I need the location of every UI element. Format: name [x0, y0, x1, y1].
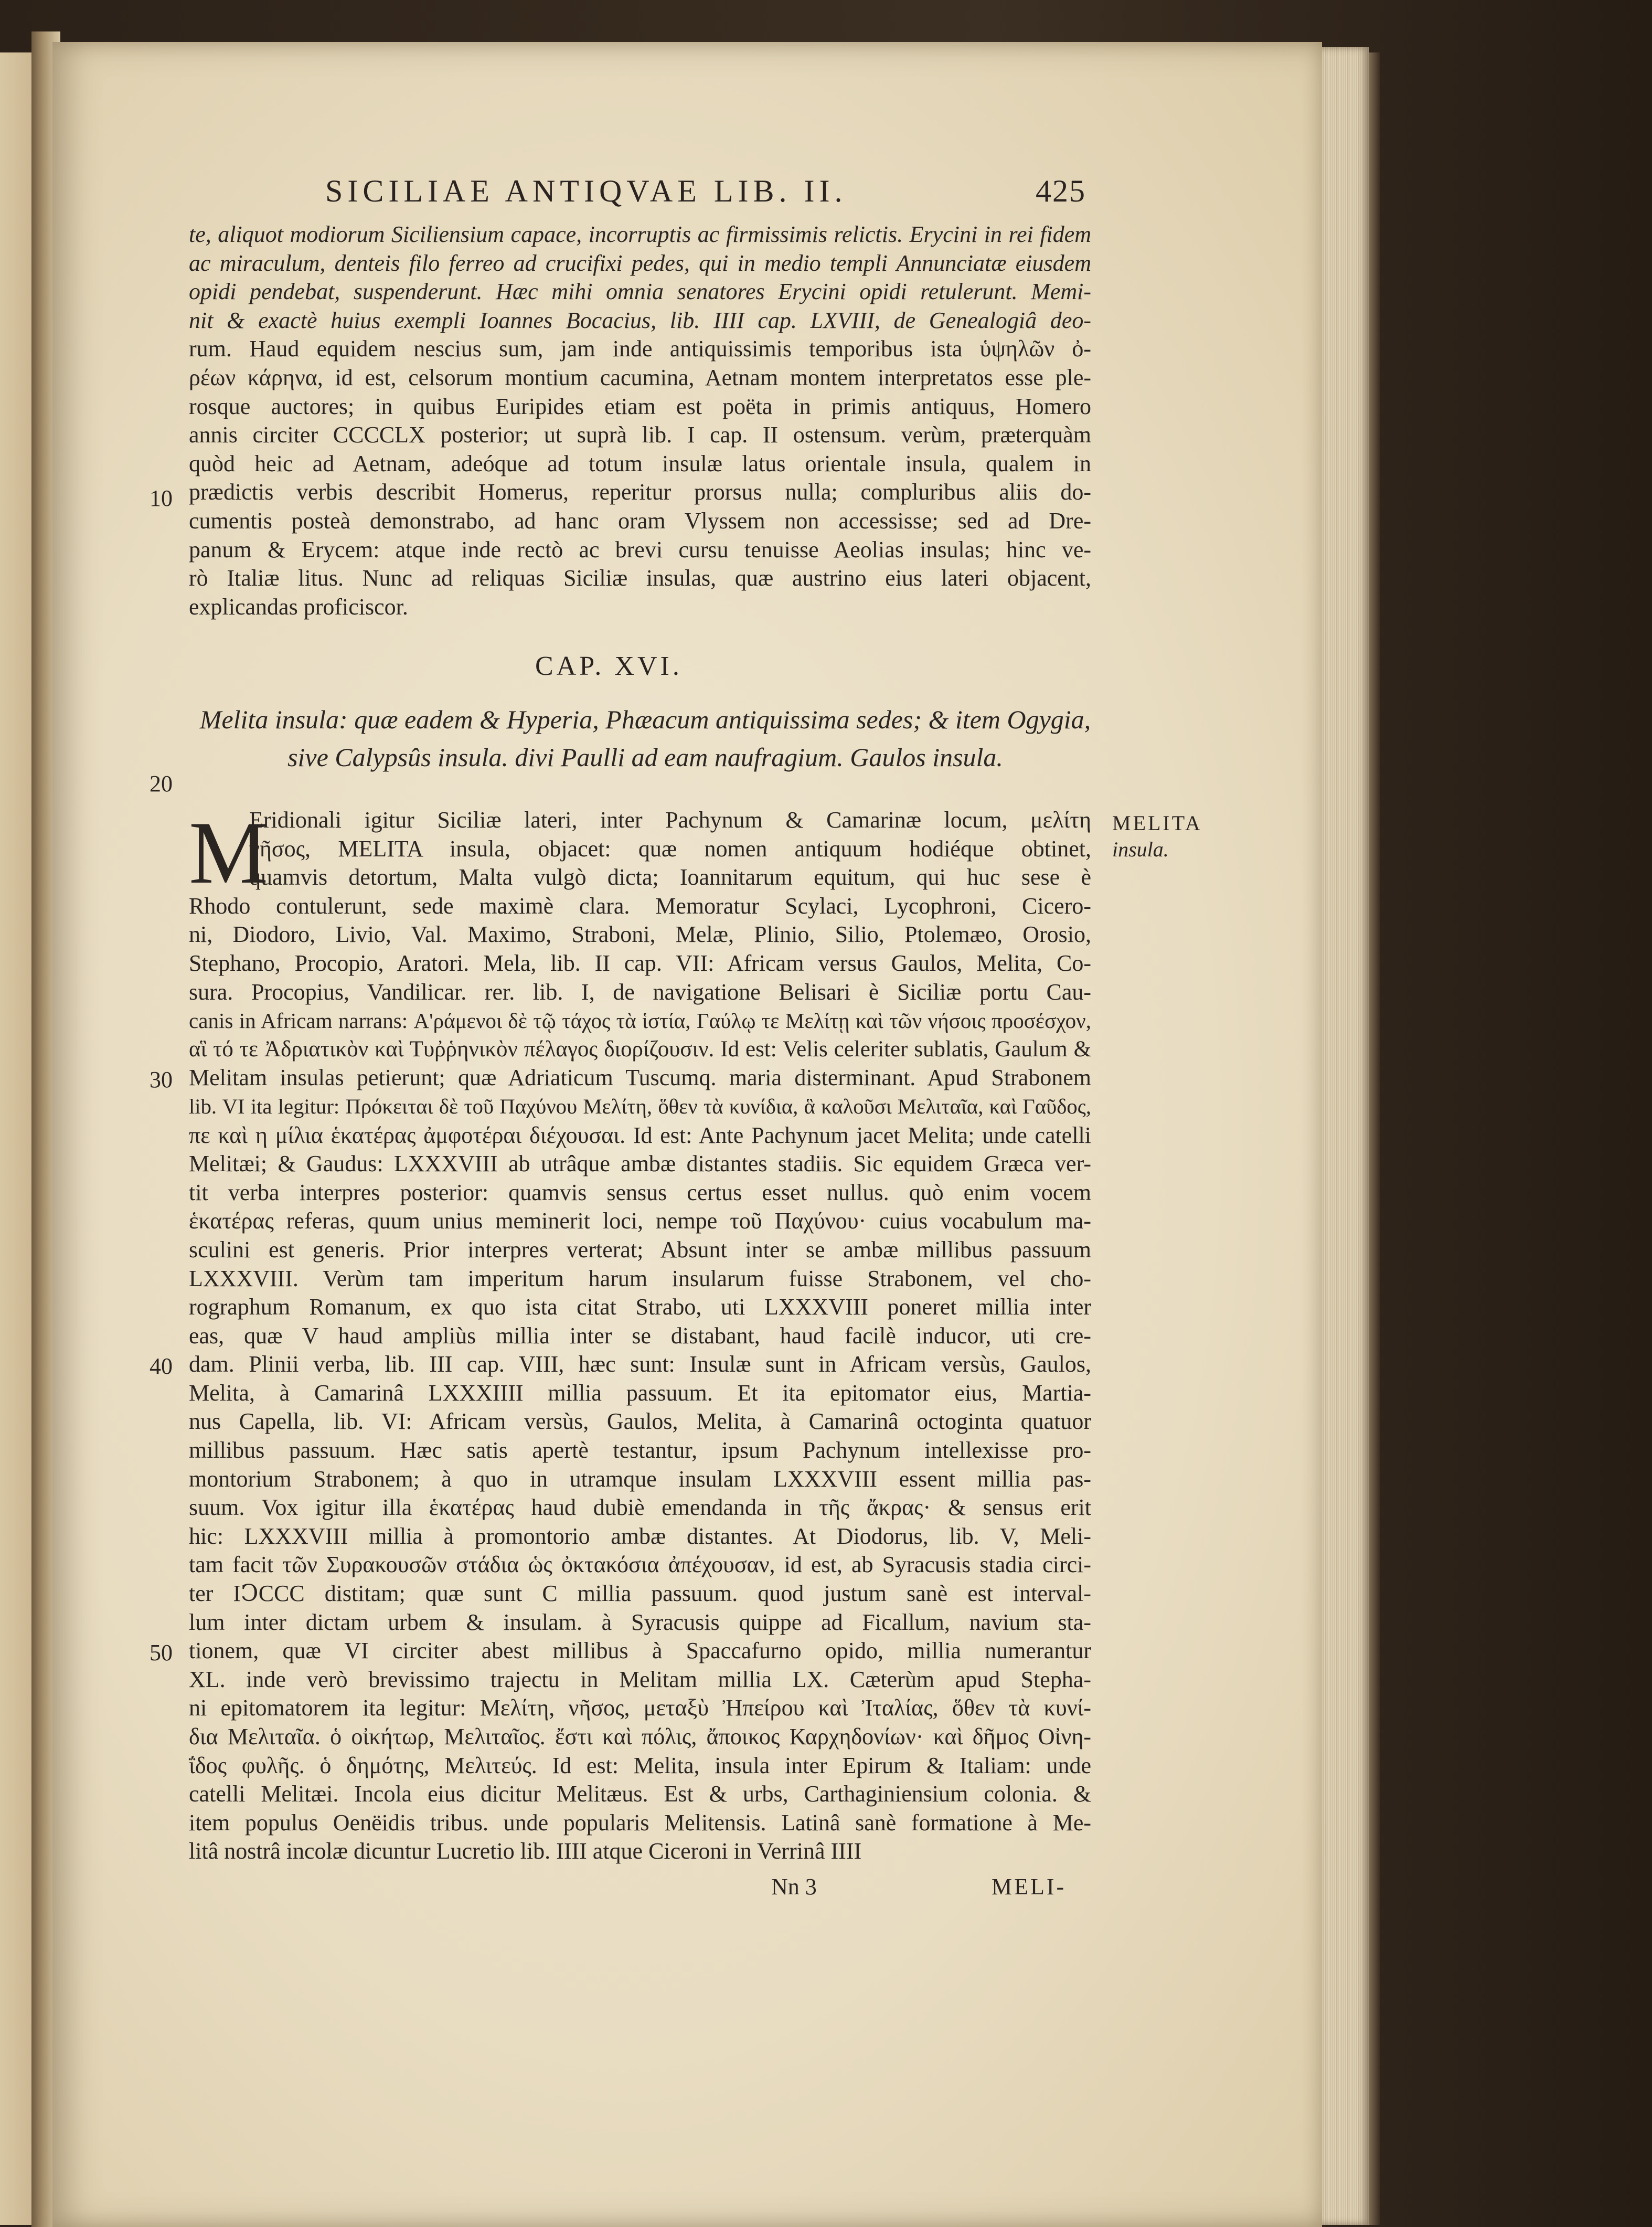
text-line: explicandas proficiscor.	[189, 593, 408, 620]
line-number-50: 50	[150, 1640, 173, 1666]
text-line: suum. Vox igitur illa ἑκατέρας haud dubiè emendanda in τῆς ἄκρας· & sensus erit	[189, 1494, 1091, 1521]
text-line: millibus passuum. Hæc satis apertè testantur, ipsum Pachynum intellexisse pro-	[189, 1437, 1091, 1464]
text-line: montorium Strabonem; à quo in utramque insulam LXXXVIII essent millia pas-	[189, 1466, 1091, 1492]
page-edges-stack	[1322, 47, 1369, 2225]
main-paragraph	[189, 803, 1091, 1866]
text-line: lib. VI ita legitur: Πρόκειται δὲ τοῦ Παχύνου Μελίτη, ὅθεν τὰ κυνίδια, ἃ καλοῦσι Μελιταῖα, καὶ Γαῦδος,	[189, 1094, 1091, 1118]
page-number: 425	[1036, 174, 1086, 208]
text-line: ἑκατέρας referas, quum unius meminerit loci, nempe τοῦ Παχύνου· cuius vocabulum ma-	[189, 1208, 1091, 1234]
text-line: item populus Oenëidis tribus. unde popularis Melitensis. Latinâ sanè formatione à Me-	[189, 1809, 1091, 1836]
text-line: eas, quæ V haud ampliùs millia inter se distabant, haud facilè inducor, uti cre-	[189, 1322, 1091, 1349]
text-line: rò Italiæ litus. Nunc ad reliquas Siciliæ insulas, quæ austrino eius lateri objacent,	[189, 565, 1091, 591]
text-line: cumentis posteà demonstrabo, ad hanc oram Vlyssem non accessisse; sed ad Dre-	[189, 507, 1091, 534]
text-line: ter IↃCCC distitam; quæ sunt C millia passuum. quod justum sanè est interval-	[189, 1581, 1091, 1607]
text-line: sculini est generis. Prior interpres verterat; Absunt inter se ambæ millibus passuum	[189, 1236, 1091, 1263]
marginal-note-subtitle: insula.	[1112, 837, 1169, 861]
signature-mark: Nn 3	[771, 1874, 817, 1900]
text-line: rum. Haud equidem nescius sum, jam inde antiquissimis temporibus ista ὑψηλῶν ὀ-	[189, 336, 1091, 362]
marginal-note	[1112, 810, 1202, 863]
text-line: canis in Africam narrans: Α'ράμενοι δὲ τῷ τάχος τὰ ἱστία, Γαύλῳ τε Μελίτῃ καὶ τῶν νήσοις προσέσχον,	[189, 1009, 1091, 1033]
marginal-note-title: MELITA	[1112, 811, 1202, 835]
text-line: opidi pendebat, suspenderunt. Hæc mihi omnia senatores Erycini opidi retulerunt. Memi-	[189, 279, 1091, 305]
text-line: ρέων κάρηνα, id est, celsorum montium cacumina, Aetnam montem interpretatos esse ple-	[189, 364, 1091, 390]
chapter-subtitle-line-2: sive Calypsûs insula. divi Paulli ad eam naufragium. Gaulos insula.	[287, 743, 1003, 772]
text-line: ΐδος φυλῆς. ὁ δημότης, Μελιτεύς. Id est: Melita, insula inter Epirum & Italiam: unde	[189, 1752, 1091, 1778]
drop-cap-initial: M	[189, 803, 269, 902]
text-line: δια Μελιταῖα. ὁ οἰκήτωρ, Μελιταῖος. ἔστι καὶ πόλις, ἄποικος Καρχηδονίων· καὶ δῆμος Οἰνη-	[189, 1724, 1091, 1749]
text-line: Melitæi; & Gaudus: LXXXVIII ab utrâque ambæ distantes stadiis. Sic equidem Græca ver-	[189, 1151, 1091, 1177]
text-line: tit verba interpres posterior: quamvis sensus certus esset nullus. quò enim vocem	[189, 1179, 1091, 1205]
chapter-subtitle-line-1: Melita insula: quæ eadem & Hyperia, Phæacum antiquissima sedes; & item Ogygia,	[199, 705, 1091, 734]
line-number-30: 30	[150, 1067, 173, 1093]
text-line: nit & exactè huius exempli Ioannes Bocacius, lib. IIII cap. LXVIII, de Genealogiâ deo-	[189, 307, 1091, 333]
right-edge-shadow	[1369, 52, 1380, 2225]
text-line: ac miraculum, denteis filo ferreo ad crucifixi pedes, qui in medio templi Annunciatæ eiusdem	[189, 250, 1091, 276]
text-line: hic: LXXXVIII millia à promontorio ambæ distantes. At Diodorus, lib. V, Meli-	[189, 1523, 1091, 1549]
text-line: tam facit τῶν Συρακουσῶν στάδια ὡς ὀκτακόσια ἀπέχουσαν, id est, ab Syracusis stadia circi-	[189, 1552, 1091, 1578]
text-line: Stephano, Procopio, Aratori. Mela, lib. II cap. VII: Africam versus Gaulos, Melita, Co-	[189, 950, 1091, 976]
text-line: Melita, à Camarinâ LXXXIIII millia passuum. Et ita epitomator eius, Martia-	[189, 1380, 1091, 1406]
line-number-20: 20	[150, 771, 173, 797]
text-line: tionem, quæ VI circiter abest millibus à Spaccafurno opido, millia numerantur	[189, 1638, 1091, 1664]
text-line: catelli Melitæi. Incola eius dicitur Melitæus. Est & urbs, Carthaginiensium colonia. &	[189, 1781, 1091, 1807]
chapter-title: CAP. XVI.	[535, 651, 683, 681]
text-line: αἳ τό τε Ἀδριατικὸν καὶ Τυῤῥηνικὸν πέλαγος διορίζουσιν. Id est: Velis celeriter sublatis, Gaulum &	[189, 1036, 1091, 1062]
text-line: Melitam insulas petierunt; quæ Adriaticum Tuscumq. maria disterminant. Apud Strabonem	[189, 1065, 1091, 1091]
line-number-10: 10	[150, 485, 173, 511]
chapter-subtitle	[194, 701, 1096, 776]
running-header	[325, 173, 1086, 209]
text-line: panum & Erycem: atque inde rectò ac brevi cursu tenuisse Aeolias insulas; hinc ve-	[189, 536, 1091, 563]
text-line: νῆσος, MELITA insula, objacet: quæ nomen antiquum hodiéque obtinet,	[249, 835, 1091, 862]
text-line: ni epitomatorem ita legitur: Μελίτη, νῆσος, μεταξὺ Ἠπείρου καὶ Ἰταλίας, ὅθεν τὰ κυνί-	[189, 1695, 1091, 1721]
text-line: Rhodo contulerunt, sede maximè clara. Memoratur Scylaci, Lycophroni, Cicero-	[189, 893, 1091, 919]
line-number-40: 40	[150, 1353, 173, 1379]
text-line: annis circiter CCCCLX posterior; ut suprà lib. I cap. II ostensum. verùm, præterquàm	[189, 422, 1091, 448]
facing-page-edge	[0, 52, 31, 2225]
text-line: Eridionali igitur Siciliæ lateri, inter Pachynum & Camarinæ locum, μελίτη	[249, 807, 1091, 833]
text-line: sura. Procopius, Vandilicar. rer. lib. I, de navigatione Belisari è Siciliæ portu Cau-	[189, 979, 1091, 1005]
text-line: rographum Romanum, ex quo ista citat Strabo, uti LXXXVIII poneret millia inter	[189, 1294, 1091, 1320]
text-line: XL. inde verò brevissimo trajectu in Melitam millia LX. Cæterùm apud Stepha-	[189, 1666, 1091, 1692]
text-line: ni, Diodoro, Livio, Val. Maximo, Straboni, Melæ, Plinio, Silio, Ptolemæo, Orosio,	[189, 921, 1091, 948]
text-line: prædictis verbis describit Homerus, reperitur prorsus nulla; compluribus aliis do-	[189, 479, 1091, 505]
text-line: nus Capella, lib. VI: Africam versùs, Gaulos, Melita, à Camarinâ octoginta quatuor	[189, 1408, 1091, 1435]
text-line: quòd heic ad Aetnam, adeóque ad totum insulæ latus orientale insula, qualem in	[189, 450, 1091, 476]
text-line: dam. Plinii verba, lib. III cap. VIII, hæc sunt: Insulæ sunt in Africam versùs, Gaulos,	[189, 1351, 1091, 1377]
catchword: MELI-	[992, 1874, 1067, 1900]
top-paragraph	[189, 220, 1091, 621]
text-line: rosque auctores; in quibus Euripides etiam est poëta in primis antiquus, Homero	[189, 393, 1091, 419]
text-line: πε καὶ η μίλια ἑκατέρας ἀμφοτέραι διέχουσαι. Id est: Ante Pachynum jacet Melita; unde catelli	[189, 1122, 1091, 1148]
text-line: te, aliquot modiorum Siciliensium capace, incorruptis ac firmissimis relictis. Erycini in rei fidem	[189, 221, 1091, 247]
text-line: lum inter dictam urbem & insulam. à Syracusis quippe ad Ficallum, navium sta-	[189, 1609, 1091, 1635]
text-line: LXXXVIII. Verùm tam imperitum harum insularum fuisse Strabonem, vel cho-	[189, 1265, 1091, 1291]
text-line: quamvis detortum, Malta vulgò dicta; Ioannitarum equitum, qui huc sese è	[249, 864, 1091, 890]
running-title: SICILIAE ANTIQVAE LIB. II.	[325, 174, 847, 208]
text-line: litâ nostrâ incolæ dicuntur Lucretio lib. IIII atque Ciceroni in Verrinâ IIII	[189, 1838, 862, 1864]
